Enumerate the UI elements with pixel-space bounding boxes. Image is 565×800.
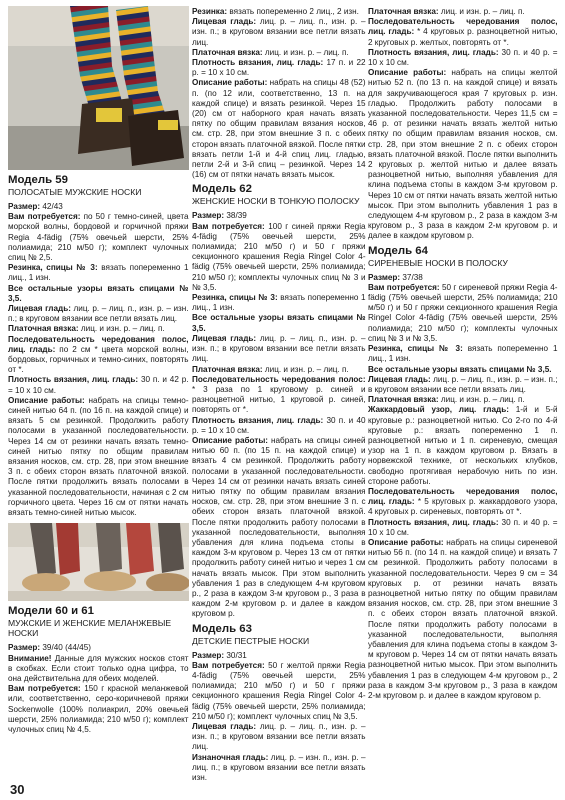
page-number: 30 (10, 782, 25, 797)
paragraph: Вам потребуется: 50 г желтой пряжи Regia 4-fädig (75% овечьей шерсти, 25% полиамида; 210 м/50 г) и 50 г пряжи секционного крашения Regia Ringel Color 4-fädig (75% овечьей шерсти, 25% полиамида; 210 м/50 г); комплект чулочных спиц № 3,5. (192, 659, 366, 721)
paragraph: Последовательность чередования полос, лиц. гладь: * 5 круговых р. жаккардового узора, 4 круговых р. сиреневых, повторять от *. (368, 485, 558, 517)
paragraph: Лицевая гладь: лиц. р. – лиц. п., изн. р. – изн. п.; в круговом вязании все петли вязать лиц. (8, 303, 189, 324)
paragraph: Размер: 42/43 (8, 201, 63, 211)
paragraph: Последовательность чередования полос: * 3 раза по 1 круговому р. синей и разноцветной нитью, 1 круговой р. синей, повторять от *. (192, 373, 366, 415)
paragraph: Резинка, спицы № 3: вязать попеременно 1 лиц., 1 изн. (8, 262, 189, 283)
paragraph: Описание работы: набрать на спицы темно-синей нитью 64 п. (по 16 п. на каждой спице) и вязать 5 см резинкой. Продолжить работу полосами в указанной последовательности. Через 14 см от резинки начать вязать темно-синей нитью пятку по общим правилам вязания носков, см. стр. 28, при этом внешние 3 п. с обеих сторон вязать платочной вязкой. После пятки продолжить вязать полосами в указанной последовательности, начиная с 2 см горчичного цвета. Через 16 см от пятки начать вязать темно-синей нитью мысок. (8, 394, 189, 518)
paragraph: Лицевая гладь: лиц. р. – лиц. п., изн. р. – изн. п.; в круговом вязании все петли вязать лиц. (192, 721, 366, 752)
paragraph: Описание работы: набрать на спицы 48 (52) п. (по 12 или, соответственно, 13 п. на каждой спице) и вязать резинкой. Через 15 (20) см от наборного края начать вязать пятку по общим правилам вязания носков, см. стр. 28, при этом внешние 3 п. с обеих сторон вязать платочной вязкой. После пятки вязать петли 1-й и 4-й спиц лиц. гладью, петли 2-й и 3-й спиц – резинкой. Через 14 (16) см от пятки начать вязать мысок. (192, 77, 366, 180)
paragraph: Платочная вязка: лиц. и изн. р. – лиц. п. (192, 363, 349, 374)
paragraph: Платочная вязка: лиц. и изн. р. – лиц. п. (368, 6, 525, 16)
column-middle (192, 6, 366, 782)
paragraph: Плотность вязания, лиц. гладь: 30 п. и 40 р. = 10 х 10 см. (192, 414, 366, 435)
paragraph: Плотность вязания, лиц. гладь: 30 п. и 42 р. = 10 х 10 см. (8, 374, 189, 395)
model-62-subtitle: ЖЕНСКИЕ НОСКИ В ТОНКУЮ ПОЛОСКУ (192, 196, 360, 207)
model-62-title: Модель 62 (192, 183, 252, 196)
paragraph: Платочная вязка: лиц. и изн. р. – лиц. п. (192, 46, 349, 57)
paragraph: Последовательность чередования полос, лиц. гладь: по 2 см * цвета морской волны, бордовых, горчичных и темно-синих, повторять от *. (8, 333, 189, 375)
column-right (368, 6, 558, 700)
model-63-title: Модель 63 (192, 622, 252, 635)
model-64-title: Модель 64 (368, 244, 428, 257)
paragraph: Плотность вязания, лиц. гладь: 30 п. и 40 р. = 10 х 10 см. (368, 516, 558, 537)
paragraph: Плотность вязания, лиц. гладь: 17 п. и 22 р. = 10 х 10 см. (192, 57, 366, 78)
paragraph: Резинка, спицы № 3: вязать попеременно 1 лиц., 1 изн. (192, 292, 366, 313)
striped-socks-photo (8, 6, 189, 170)
model-63-subtitle: ДЕТСКИЕ ПЕСТРЫЕ НОСКИ (192, 635, 310, 646)
paragraph: Лицевая гладь: лиц. р. – лиц. п., изн. р. – изн. п.; в круговом вязании все петли вязать лиц. (368, 373, 558, 394)
paragraph: Платочная вязка: лиц. и изн. р. – лиц. п. (8, 323, 165, 334)
melange-socks-photo (8, 523, 189, 601)
paragraph: Размер: 38/39 (192, 210, 247, 221)
paragraph: Размер: 37/38 (368, 271, 423, 282)
model-64-subtitle: СИРЕНЕВЫЕ НОСКИ В ПОЛОСКУ (368, 257, 508, 268)
paragraph: Вам потребуется: 150 г красной меланжевой или, соответственно, серо-коричневой пряжи Sockenwolle (100% полиакрил, 20% овечьей шерсти, 25% полиамида; 210 м/50 г); комплект чулочных спиц № 4,5. (8, 683, 189, 734)
paragraph: Вам потребуется: 100 г синей пряжи Regia 4-fädig (75% овечьей шерсти, 25% полиамида; 210 м/50 г) и 50 г пряжи секционного крашения Regia Ringel Color 4-fädig (75% овечьей шерсти, 25% полиамида; 210 м/50 г); комплекты чулочных спиц № 3 и № 3,5. (192, 220, 366, 292)
paragraph: Вам потребуется: 50 г сиреневой пряжи Regia 4-fädig (75% овечьей шерсти, 25% полиамида; 210 м/50 г) и 50 г пряжи секционного крашения Regia Ringel Color 4-fädig (75% овечьей шерсти, 25% полиамида; 210 м/50 г); комплекты чулочных спиц № 3 и № 3,5. (368, 281, 558, 343)
paragraph: Описание работы: набрать на спицы синей нитью 60 п. (по 15 п. на каждой спице) и вязать 4 см резинкой. Продолжить работу полосами в указанной последовательности. Через 14 см от резинки начать вязать синей нитью пятку по общим правилам вязания носков, см. стр. 28, при этом внешние 3 п. с обеих сторон вязать платочной вязкой. После пятки продолжить работу полосами в указанной последовательности, выполняя убавления для клина подъема стопы в каждом 3-м круговом р. Через 13 см от пятки продолжить работу синей нитью и через 1 см начать вязать мысок. При этом выполнить убавления 1 раз в следующем 4-м круговом р., 2 раза в каждом 3-м круговом р., 3 раза в каждом 2-м круговом р. и далее в каждом круговом р. (192, 434, 366, 619)
paragraph: Все остальные узоры вязать спицами № 3,5. (192, 312, 366, 333)
paragraph: Резинка: вязать попеременно 2 лиц., 2 изн. (192, 6, 359, 16)
paragraph: Изнаночная гладь: лиц. р. – изн. п., изн. р. – лиц. п.; в круговом вязании все петли вязать изн. (192, 751, 366, 783)
column-left (8, 6, 189, 734)
paragraph: Лицевая гладь: лиц. р. – лиц. п., изн. р. – изн. п.; в круговом вязании все петли вязать лиц. (192, 332, 366, 364)
model-60-61-subtitle: МУЖСКИЕ И ЖЕНСКИЕ МЕЛАНЖЕВЫЕ НОСКИ (8, 618, 172, 639)
paragraph: Описание работы: набрать на спицы желтой нитью 52 п. (по 13 п. на каждой спице) и вязать для закручивающегося края 7 круговых р. изн. гладью. Продолжить работу полосами в указанной последовательности. Через 11,5 см = 46 р. от резинки начать вязать желтой нитью пятку по общим правилам вязания носков, см. стр. 28, при этом внешние 2 п. с обеих сторон вязать платочной вязкой. После пятки выполнить 2 круговых р. желтой нитью и далее вязать разноцветной нитью, выполняя убавления для клина подъема стопы в каждом 3-м круговом р. Через 10 см от пятки начать вязать желтой нитью мысок. При этом выполнить убавления 1 раз в следующем 4-м круговом р., 2 раза в каждом 3-м круговом р., 3 раза в каждом 2-м круговом р. и далее в каждом круговом р. (368, 67, 558, 241)
paragraph: Все остальные узоры вязать спицами № 3,5. (8, 282, 189, 303)
model-59-title: Модель 59 (8, 174, 68, 186)
paragraph: Описание работы: набрать на спицы сиреневой нитью 56 п. (по 14 п. на каждой спице) и вязать 7 см резинкой. Продолжить работу полосами в указанной последовательности. Через 9 см = 34 круговых р. от резинки начать вязать разноцветной нитью пятку по общим правилам вязания носков, см. стр. 28, при этом внешние 3 п. с обеих сторон вязать платочной вязкой. После пятки продолжить работу полосами в указанной последовательности, выполняя убавления для клина подъема стопы в каждом 3-м круговом р. Через 14 см от пятки начать вязать разноцветной нитью мысок. При этом выполнить убавления 1 раз в следующем 4-м круговом р., 2 раза в каждом 3-м круговом р., 3 раза в каждом 2-м круговом р. и далее в каждом круговом р. (368, 536, 558, 700)
paragraph: Лицевая гладь: лиц. р. – лиц. п., изн. р. – изн. п.; в круговом вязании все петли вязать лиц. (192, 16, 366, 47)
paragraph: Внимание! Данные для мужских носков стоят в скобках. Если стоит только одна цифра, то она действительна для обеих моделей. (8, 652, 189, 683)
paragraph: Вам потребуется: по 50 г темно-синей, цвета морской волны, бордовой и горчичной пряжи Regia 4-fädig (75% овечьей шерсти, 25% полиамида; 210 м/50 г); комплект чулочных спиц № 2,5. (8, 211, 189, 263)
paragraph: Резинка, спицы № 3: вязать попеременно 1 лиц., 1 изн. (368, 343, 558, 364)
paragraph: Все остальные узоры вязать спицами № 3,5. (368, 363, 552, 374)
model-60-61-title: Модели 60 и 61 (8, 605, 94, 618)
paragraph: Плотность вязания, лиц. гладь: 30 п. и 40 р. = 10 х 10 см. (368, 46, 558, 68)
paragraph: Платочная вязка: лиц. и изн. р. – лиц. п. (368, 394, 525, 405)
paragraph: Жаккардовый узор, лиц. гладь: 1-й и 5-й круговые р.: разноцветной нитью. Со 2-го по 4-й круговые р.: вязать попеременно 1 п. разноцветной нитью и 1 п. сиреневую, смещая узор на 1 п. в каждом круговом р. Вязать в норвежской технике, от нескольких клубков, свободно протягивая нерабочую нить по изн. стороне работы. (368, 404, 558, 486)
paragraph: Размер: 30/31 (192, 649, 247, 660)
paragraph: Последовательность чередования полос, лиц. гладь: * 4 круговых р. разноцветной нитью, 2 круговых р. желтых, повторять от *. (368, 16, 558, 47)
paragraph: Размер: 39/40 (44/45) (8, 642, 91, 653)
model-59-subtitle: ПОЛОСАТЫЕ МУЖСКИЕ НОСКИ (8, 187, 142, 197)
